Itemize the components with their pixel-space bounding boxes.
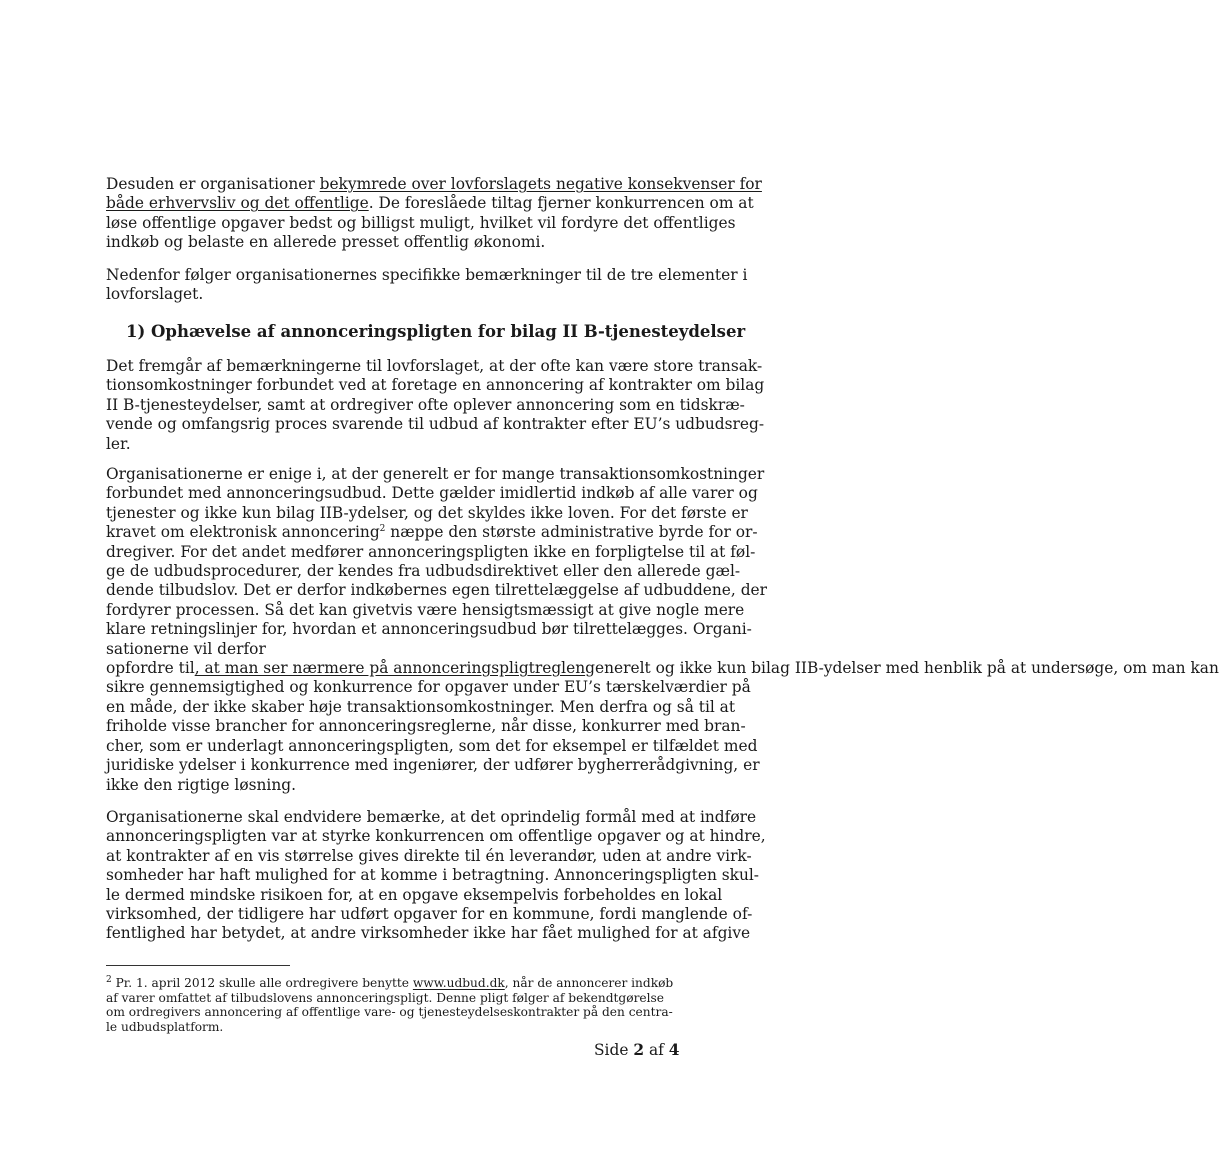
text-line: le udbudsplatform.	[106, 1019, 224, 1034]
page-total: 4	[668, 1041, 680, 1059]
text-line: Organisationerne skal endvidere bemærke, at det oprindelig formål med at indføre	[106, 808, 757, 826]
text-line: le dermed mindske risikoen for, at en opgave eksempelvis forbeholdes en lokal	[106, 885, 723, 904]
text-line: ler.	[106, 434, 131, 453]
text-line: tionsomkostninger forbundet ved at foretage en annoncering af kontrakter om bilag	[106, 376, 765, 395]
text-line: af varer omfattet af tilbudslovens annonceringspligt. Denne pligt følger af bekendtgørelse	[106, 990, 664, 1005]
text-line: om ordregivers annoncering af offentlige vare- og tjenesteydelseskontrakter på den centra-	[106, 1005, 673, 1019]
text-run: næppe den største administrative byrde for or-	[385, 523, 758, 542]
text-line: fentlighed har betydet, at andre virksomheder ikke har fået mulighed for at afgive	[106, 924, 751, 943]
text-line: sationerne vil derfor	[106, 639, 266, 658]
text-line: Organisationerne er enige i, at der generelt er for mange transaktionsomkostninger	[106, 465, 765, 483]
section-heading: 1) Ophævelse af annonceringspligten for bilag II B-tjenesteydelser	[126, 322, 746, 341]
text-line: at kontrakter af en vis størrelse gives direkte til én leverandør, uden at andre virk-	[106, 846, 752, 865]
text-run: , når de annoncerer indkøb	[504, 976, 674, 990]
text-line: indkøb og belaste en allerede presset offentlig økonomi.	[106, 233, 546, 252]
paragraph-overview	[106, 266, 748, 305]
text-line: lovforslaget.	[106, 285, 204, 304]
text-run: generelt og ikke kun bilag IIB-ydelser med henblik på at undersøge, om man kan	[585, 659, 1219, 678]
paragraph-purpose	[106, 808, 766, 944]
underlined-text: både erhvervsliv og det offentlige	[106, 194, 369, 213]
paragraph-background	[106, 357, 765, 454]
text-line: annonceringspligten var at styrke konkurrencen om offentlige opgaver og at hindre,	[106, 827, 766, 846]
text-line: virksomhed, der tidligere har udført opgaver for en kommune, fordi manglende of-	[106, 905, 753, 924]
text-run: Desuden er organisationer	[106, 175, 320, 193]
text-line: forbundet med annonceringsudbud. Dette gælder imidlertid indkøb af alle varer og	[106, 484, 758, 503]
text-line: ikke den rigtige løsning.	[106, 775, 297, 794]
text-line: løse offentlige opgaver bedst og billigst muligt, hvilket vil fordyre det offentliges	[106, 213, 736, 232]
text-line: fordyrer processen. Så det kan givetvis være hensigtsmæssigt at give nogle mere	[106, 600, 745, 619]
text-line: sikre gennemsigtighed og konkurrence for opgaver under EU’s tærskelværdier på	[106, 678, 751, 697]
page-number-separator: af	[644, 1041, 669, 1059]
text-line: somheder har haft mulighed for at komme i betragtning. Annonceringspligten skul-	[106, 866, 760, 885]
footnote-ref[interactable]: 2	[379, 524, 386, 535]
footnote	[106, 976, 682, 1034]
text-line: Det fremgår af bemærkningerne til lovforslaget, at der ofte kan være store transak-	[106, 357, 763, 375]
text-line: dende tilbudslov. Det er derfor indkøbernes egen tilrettelæggelse af udbuddene, der	[106, 581, 768, 600]
text-line: tjenester og ikke kun bilag IIB-ydelser, og det skyldes ikke loven. For det første er	[106, 503, 748, 522]
page-current: 2	[633, 1041, 645, 1059]
paragraph-intro	[106, 175, 762, 253]
text-line: en måde, der ikke skaber høje transaktionsomkostninger. Men derfra og så til at	[106, 697, 736, 716]
text-line: II B-tjenesteydelser, samt at ordregiver ofte oplever annoncering som en tidskræ-	[106, 395, 745, 414]
text-run: opfordre til	[106, 659, 195, 678]
udbud-link[interactable]: www.udbud.dk	[412, 976, 505, 990]
text-line: dregiver. For det andet medfører annonceringspligten ikke en forpligtelse til at føl-	[106, 542, 756, 561]
page-number-prefix: Side	[594, 1041, 634, 1059]
text-run: kravet om elektronisk annoncering	[106, 523, 380, 542]
text-line: vende og omfangsrig proces svarende til udbud af kontrakter efter EU’s udbudsreg-	[106, 415, 765, 434]
footnote-divider	[106, 965, 290, 966]
page-number	[594, 1041, 679, 1059]
text-line: friholde visse brancher for annonceringsreglerne, når disse, konkurrer med bran-	[106, 717, 746, 736]
text-run: Pr. 1. april 2012 skulle alle ordregivere benytte	[111, 976, 413, 990]
text-line: ge de udbudsprocedurer, der kendes fra udbudsdirektivet eller den allerede gæl-	[106, 562, 741, 581]
text-line: cher, som er underlagt annonceringspligten, som det for eksempel er tilfældet med	[106, 736, 758, 755]
paragraph-agreement	[106, 465, 1219, 795]
underlined-text: , at man ser nærmere på annonceringspligtreglen	[194, 659, 586, 678]
text-run: . De foreslåede tiltag fjerner konkurrencen om at	[368, 194, 754, 213]
text-line: klare retningslinjer for, hvordan et annonceringsudbud bør tilrettelægges. Organi-	[106, 620, 752, 639]
underlined-text: bekymrede over lovforslagets negative konsekvenser for	[319, 175, 762, 193]
text-line: juridiske ydelser i konkurrence med ingeniører, der udfører bygherrerådgivning, er	[106, 756, 760, 775]
text-line: Nedenfor følger organisationernes specifikke bemærkninger til de tre elementer i	[106, 266, 748, 284]
footnote-number: 2	[106, 974, 112, 985]
